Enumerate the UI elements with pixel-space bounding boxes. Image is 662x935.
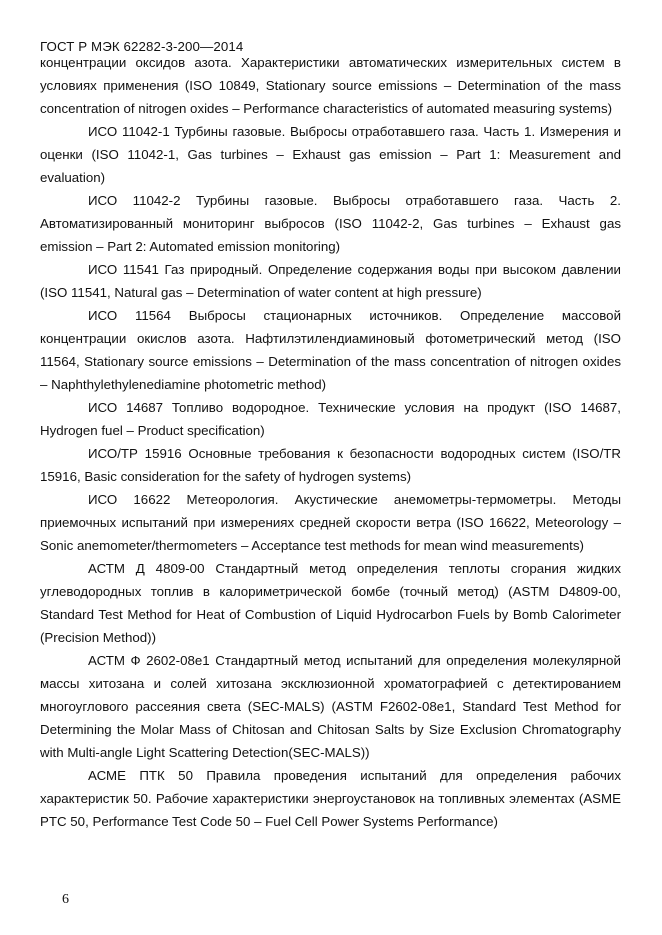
reference-iso-14687: ИСО 14687 Топливо водородное. Технические условия на продукт (ISO 14687, Hydrogen fuel – Product specification) [40,400,621,438]
reference-iso-16622: ИСО 16622 Метеорология. Акустические анемометры-термометры. Методы приемочных испытаний при измерениях средней скорости ветра (ISO 16622, Meteorology – Sonic anemometer/thermometers – Acceptance test methods for mean wind measurements) [40,492,621,553]
references-list [40,51,621,833]
reference-astm-d4809: АСТМ Д 4809-00 Стандартный метод определения теплоты сгорания жидких углеводородных топлив в калориметрической бомбе (точный метод) (ASTM D4809-00, Standard Test Method for Heat of Combustion of Liquid Hydrocarbon Fuels by Bomb Calorimeter (Precision Method)) [40,561,621,645]
reference-astm-f2602: АСТМ Ф 2602-08е1 Стандартный метод испытаний для определения молекулярной массы хитозана и солей хитозана эксклюзионной хроматографией с детектированием многоуглового рассеяния света (SEC-MALS) (ASTM F2602-08e1, Standard Test Method for Determining the Molar Mass of Chitosan and Chitosan Salts by Size Exclusion Chromatography with Multi-angle Light Scattering Detection(SEC-MALS)) [40,653,621,760]
reference-iso-11042-1: ИСО 11042-1 Турбины газовые. Выбросы отработавшего газа. Часть 1. Измерения и оценки (ISO 11042-1, Gas turbines – Exhaust gas emission – Part 1: Measurement and evaluation) [40,124,621,185]
document-header: ГОСТ Р МЭК 62282-3-200—2014 [40,39,244,54]
reference-iso-11541: ИСО 11541 Газ природный. Определение содержания воды при высоком давлении (ISO 11541, Natural gas – Determination of water content at high pressure) [40,262,621,300]
reference-iso-11042-2: ИСО 11042-2 Турбины газовые. Выбросы отработавшего газа. Часть 2. Автоматизированный мониторинг выбросов (ISO 11042-2, Gas turbines – Exhaust gas emission – Part 2: Automated emission monitoring) [40,193,621,254]
paragraph-continuation: концентрации оксидов азота. Характеристики автоматических измерительных систем в условиях применения (ISO 10849, Stationary source emissions – Determination of the mass concentration of nitrogen oxides – Performance characteristics of automated measuring systems) [40,55,621,116]
reference-iso-11564: ИСО 11564 Выбросы стационарных источников. Определение массовой концентрации окислов азота. Нафтилэтилендиаминовый фотометрический метод (ISO 11564, Stationary source emissions – Determination of the mass concentration of nitrogen oxides – Naphthylethylenediamine photometric method) [40,308,621,392]
reference-asme-ptc-50: АСМЕ ПТК 50 Правила проведения испытаний для определения рабочих характеристик 50. Рабочие характеристики энергоустановок на топливных элементах (ASME PTC 50, Performance Test Code 50 – Fuel Cell Power Systems Performance) [40,768,621,829]
page-number: 6 [62,892,69,907]
reference-iso-tr-15916: ИСО/ТР 15916 Основные требования к безопасности водородных систем (ISO/TR 15916, Basic consideration for the safety of hydrogen systems) [40,446,621,484]
